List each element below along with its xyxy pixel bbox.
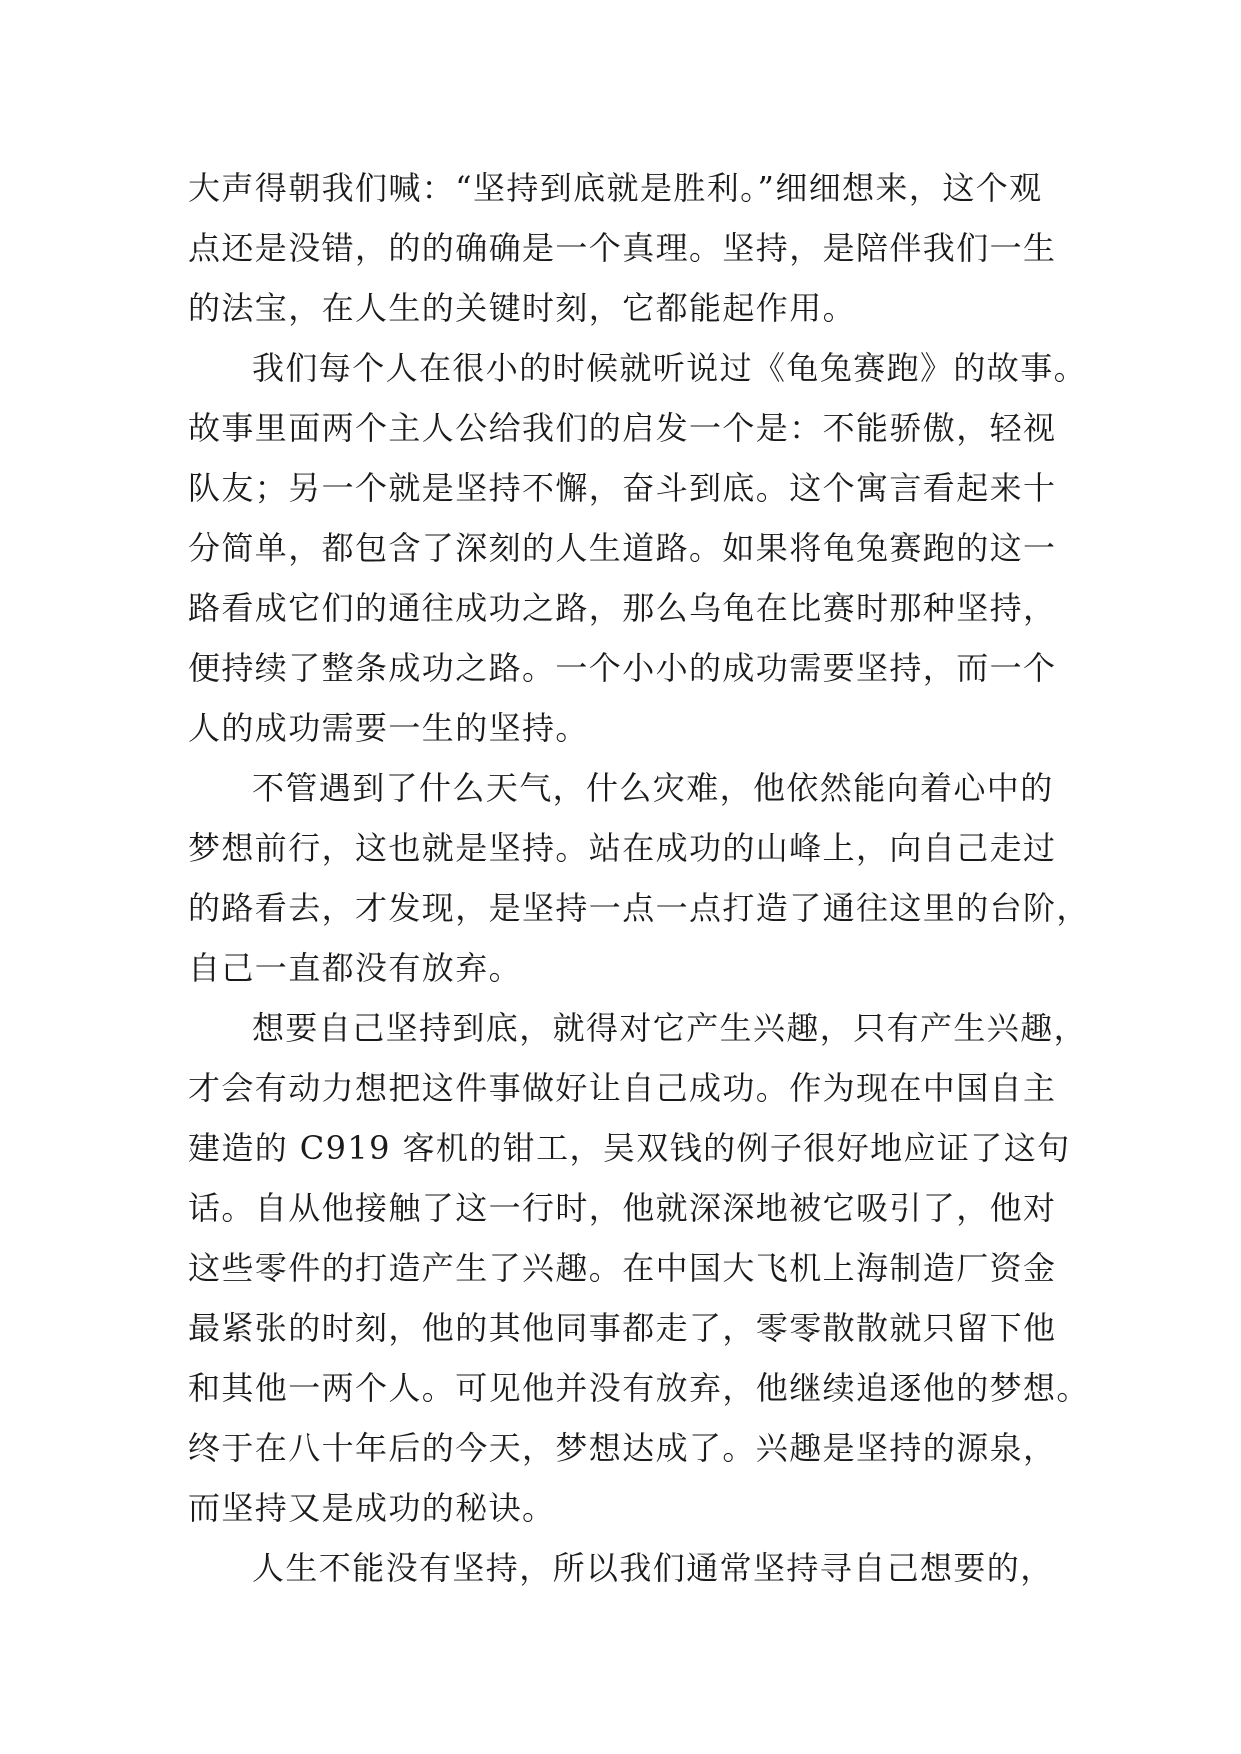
text-line: 终于在八十年后的今天，梦想达成了。兴趣是坚持的源泉，	[188, 1429, 1057, 1467]
text-line: 便持续了整条成功之路。一个小小的成功需要坚持，而一个	[188, 649, 1057, 687]
text-line: 建造的 C919 客机的钳工，吴双钱的例子很好地应证了这句	[188, 1129, 1071, 1167]
paragraph-first-line: 想要自己坚持到底，就得对它产生兴趣，只有产生兴趣，	[252, 1009, 1088, 1047]
text-line: 队友；另一个就是坚持不懈，奋斗到底。这个寓言看起来十	[188, 469, 1057, 507]
text-line: 的法宝，在人生的关键时刻，它都能起作用。	[188, 289, 857, 327]
text-line: 这些零件的打造产生了兴趣。在中国大飞机上海制造厂资金	[188, 1249, 1057, 1287]
paragraph-first-line: 我们每个人在很小的时候就听说过《龟兔赛跑》的故事。	[252, 349, 1088, 387]
text-line: 路看成它们的通往成功之路，那么乌龟在比赛时那种坚持，	[188, 589, 1057, 627]
text-line: 而坚持又是成功的秘诀。	[188, 1489, 556, 1527]
text-line: 点还是没错，的的确确是一个真理。坚持，是陪伴我们一生	[188, 229, 1057, 267]
text-line: 故事里面两个主人公给我们的启发一个是：不能骄傲，轻视	[188, 409, 1057, 447]
paragraph-first-line: 人生不能没有坚持，所以我们通常坚持寻自己想要的，	[252, 1549, 1054, 1587]
text-line: 大声得朝我们喊：“坚持到底就是胜利。”细细想来，这个观	[188, 169, 1043, 207]
text-line: 的路看去，才发现，是坚持一点一点打造了通往这里的台阶，	[188, 889, 1090, 927]
text-line: 才会有动力想把这件事做好让自己成功。作为现在中国自主	[188, 1069, 1057, 1107]
text-line: 话。自从他接触了这一行时，他就深深地被它吸引了，他对	[188, 1189, 1057, 1227]
essay-body	[188, 158, 1090, 1598]
text-line: 人的成功需要一生的坚持。	[188, 709, 589, 747]
paragraph-first-line: 不管遇到了什么天气，什么灾难，他依然能向着心中的	[252, 769, 1054, 807]
text-line: 梦想前行，这也就是坚持。站在成功的山峰上，向自己走过	[188, 829, 1057, 867]
text-line: 和其他一两个人。可见他并没有放弃，他继续追逐他的梦想。	[188, 1369, 1090, 1407]
text-line: 分简单，都包含了深刻的人生道路。如果将龟兔赛跑的这一	[188, 529, 1057, 567]
text-line: 最紧张的时刻，他的其他同事都走了，零零散散就只留下他	[188, 1309, 1057, 1347]
text-line: 自己一直都没有放弃。	[188, 949, 523, 987]
